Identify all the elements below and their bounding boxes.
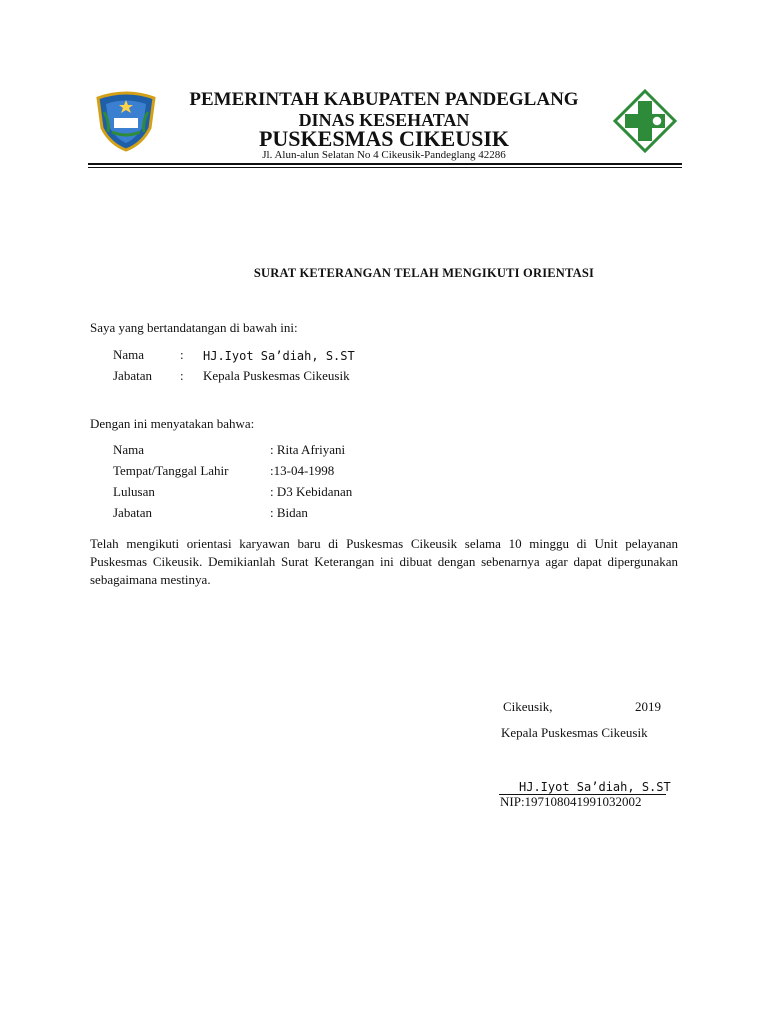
subject-name-label: Nama bbox=[113, 442, 145, 457]
institution-address: Jl. Alun-alun Selatan No 4 Cikeusik-Pandeglang 42286 bbox=[262, 149, 506, 161]
subject-name-value: : Rita Afriyani bbox=[270, 442, 346, 457]
subject-birth-value: :13-04-1998 bbox=[270, 463, 335, 478]
signer-position-colon: : bbox=[180, 368, 184, 383]
body-paragraph: Telah mengikuti orientasi karyawan baru di Puskesmas Cikeusik selama 10 minggu di Unit pelayanan Puskesmas Cikeusik. Demikianlah Surat Keterangan ini dibuat dengan sebenarnya agar dapat dipergunakan sebagaimana mestinya. bbox=[90, 536, 678, 587]
signer-position-label: Jabatan bbox=[113, 368, 152, 383]
department-name: DINAS KESEHATAN bbox=[298, 110, 470, 130]
subject-position-label: Jabatan bbox=[113, 505, 152, 520]
signature-year: 2019 bbox=[635, 699, 661, 714]
subject-birth-label: Tempat/Tanggal Lahir bbox=[113, 463, 229, 478]
signature-name: HJ.Iyot Sa’diah, S.ST bbox=[519, 780, 671, 794]
statement-intro: Dengan ini menyatakan bahwa: bbox=[90, 416, 255, 431]
signer-name-label: Nama bbox=[113, 347, 145, 362]
document-title: SURAT KETERANGAN TELAH MENGIKUTI ORIENTASI bbox=[253, 266, 595, 280]
agency-name: PEMERINTAH KABUPATEN PANDEGLANG bbox=[189, 89, 579, 110]
letterhead-divider-thin bbox=[88, 167, 682, 168]
intro-text: Saya yang bertandatangan di bawah ini: bbox=[90, 320, 298, 335]
signer-position-value: Kepala Puskesmas Cikeusik bbox=[203, 368, 350, 383]
signature-place: Cikeusik, bbox=[503, 699, 553, 714]
signature-nip: NIP:197108041991032002 bbox=[500, 794, 642, 809]
signer-name-value: HJ.Iyot Sa’diah, S.ST bbox=[203, 349, 355, 363]
subject-education-value: : D3 Kebidanan bbox=[270, 484, 353, 499]
signer-name-colon: : bbox=[180, 347, 184, 362]
signature-position: Kepala Puskesmas Cikeusik bbox=[501, 725, 648, 740]
letterhead-divider bbox=[88, 163, 682, 165]
institution-name: PUSKESMAS CIKEUSIK bbox=[258, 126, 509, 151]
subject-position-value: : Bidan bbox=[270, 505, 308, 520]
subject-education-label: Lulusan bbox=[113, 484, 155, 499]
